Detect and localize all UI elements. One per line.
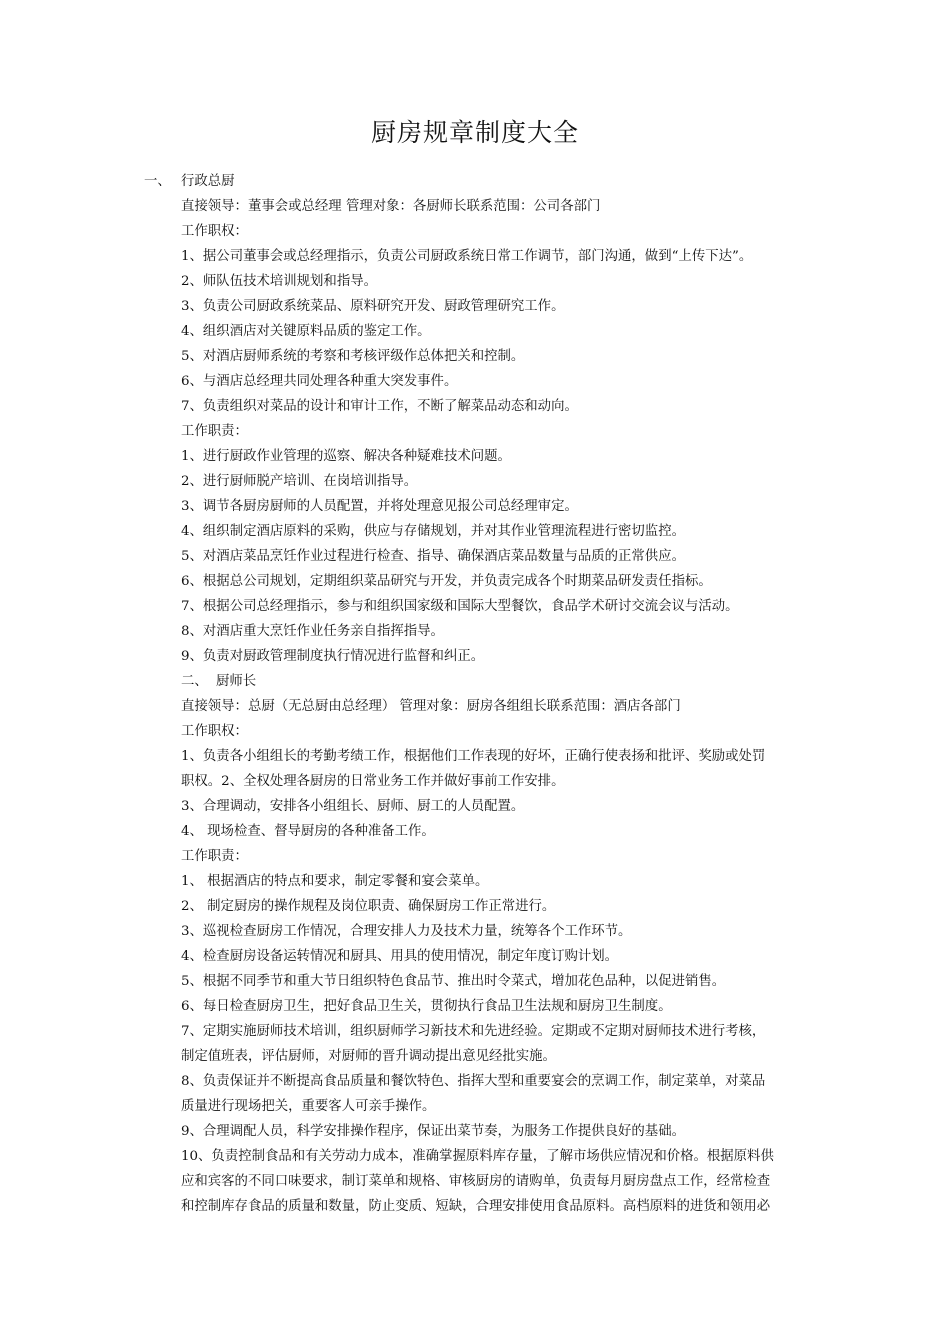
- list-item: 4、组织酒店对关键原料品质的鉴定工作。: [181, 324, 431, 339]
- list-item: 7、负责组织对菜品的设计和审计工作，不断了解菜品动态和动向。: [181, 399, 578, 414]
- list-item: 1、负责各小组组长的考勤考绩工作，根据他们工作表现的好坏，正确行使表扬和批评、奖励或处罚: [181, 749, 766, 764]
- list-item: 9、负责对厨政管理制度执行情况进行监督和纠正。: [181, 649, 485, 664]
- list-item: 职权。2、全权处理各厨房的日常业务工作并做好事前工作安排。: [181, 774, 565, 789]
- document-title: 厨房规章制度大全: [370, 118, 579, 147]
- list-item: 3、调节各厨房厨师的人员配置，并将处理意见报公司总经理审定。: [181, 499, 578, 514]
- list-item: 1、进行厨政作业管理的巡察、解决各种疑难技术问题。: [181, 449, 511, 464]
- list-item: 和控制库存食品的质量和数量，防止变质、短缺，合理安排使用食品原料。高档原料的进货和领用必: [181, 1199, 771, 1214]
- list-item: 2、进行厨师脱产培训、在岗培训指导。: [181, 474, 418, 489]
- section-heading: [181, 672, 256, 691]
- list-item: 2、 制定厨房的操作规程及岗位职责、确保厨房工作正常进行。: [181, 899, 556, 914]
- list-item: 2、师队伍技术培训规划和指导。: [181, 274, 377, 289]
- list-item: 4、组织制定酒店原料的采购，供应与存储规划，并对其作业管理流程进行密切监控。: [181, 524, 685, 539]
- list-item: 6、每日检查厨房卫生，把好食品卫生关，贯彻执行食品卫生法规和厨房卫生制度。: [181, 999, 672, 1014]
- list-item: 4、检查厨房设备运转情况和厨具、用具的使用情况，制定年度订购计划。: [181, 949, 619, 964]
- list-item: 10、负责控制食品和有关劳动力成本，准确掌握原料库存量，了解市场供应情况和价格。根据原料供: [181, 1149, 774, 1164]
- list-item: 5、对酒店菜品烹饪作业过程进行检查、指导、确保酒店菜品数量与品质的正常供应。: [181, 549, 685, 564]
- powers-label: 工作职权：: [181, 224, 248, 239]
- list-item: 制定值班表，评估厨师，对厨师的晋升调动提出意见经批实施。: [181, 1049, 556, 1064]
- list-item: 9、合理调配人员，科学安排操作程序，保证出菜节奏，为服务工作提供良好的基础。: [181, 1124, 685, 1139]
- list-item: 3、负责公司厨政系统菜品、原料研究开发、厨政管理研究工作。: [181, 299, 565, 314]
- section-meta: 直接领导：总厨（无总厨由总经理） 管理对象：厨房各组组长联系范围：酒店各部门: [181, 699, 681, 714]
- duties-label: 工作职责：: [181, 424, 248, 439]
- list-item: 6、根据总公司规划，定期组织菜品研究与开发，并负责完成各个时期菜品研发责任指标。: [181, 574, 712, 589]
- list-item: 1、据公司董事会或总经理指示，负责公司厨政系统日常工作调节，部门沟通，做到“上传下达”。: [181, 249, 753, 264]
- list-item: 8、对酒店重大烹饪作业任务亲自指挥指导。: [181, 624, 444, 639]
- list-item: 7、根据公司总经理指示，参与和组织国家级和国际大型餐饮，食品学术研讨交流会议与活动。: [181, 599, 739, 614]
- list-item: 5、根据不同季节和重大节日组织特色食品节、推出时令菜式，增加花色品种，以促进销售。: [181, 974, 726, 989]
- section-meta: 直接领导：董事会或总经理 管理对象：各厨师长联系范围：公司各部门: [181, 199, 601, 214]
- list-item: 8、负责保证并不断提高食品质量和餐饮特色、指挥大型和重要宴会的烹调工作，制定菜单，对菜品: [181, 1074, 766, 1089]
- section-heading: [144, 172, 235, 191]
- list-item: 3、巡视检查厨房工作情况，合理安排人力及技术力量，统筹各个工作环节。: [181, 924, 632, 939]
- duties-label: 工作职责：: [181, 849, 248, 864]
- list-item: 6、与酒店总经理共同处理各种重大突发事件。: [181, 374, 458, 389]
- list-item: 7、定期实施厨师技术培训，组织厨师学习新技术和先进经验。定期或不定期对厨师技术进行考核，: [181, 1024, 766, 1039]
- list-item: 5、对酒店厨师系统的考察和考核评级作总体把关和控制。: [181, 349, 525, 364]
- list-item: 1、 根据酒店的特点和要求，制定零餐和宴会菜单。: [181, 874, 489, 889]
- powers-label: 工作职权：: [181, 724, 248, 739]
- list-item: 质量进行现场把关，重要客人可亲手操作。: [181, 1099, 436, 1114]
- section-title: 行政总厨: [181, 174, 235, 189]
- list-item: 应和宾客的不同口味要求，制订菜单和规格、审核厨房的请购单，负责每月厨房盘点工作，经常检查: [181, 1174, 771, 1189]
- section-title: 厨师长: [216, 674, 257, 689]
- section-number: 一、: [144, 174, 171, 189]
- list-item: 3、合理调动，安排各小组组长、厨师、厨工的人员配置。: [181, 799, 525, 814]
- list-item: 4、 现场检查、督导厨房的各种准备工作。: [181, 824, 435, 839]
- section-number: 二、: [181, 674, 208, 689]
